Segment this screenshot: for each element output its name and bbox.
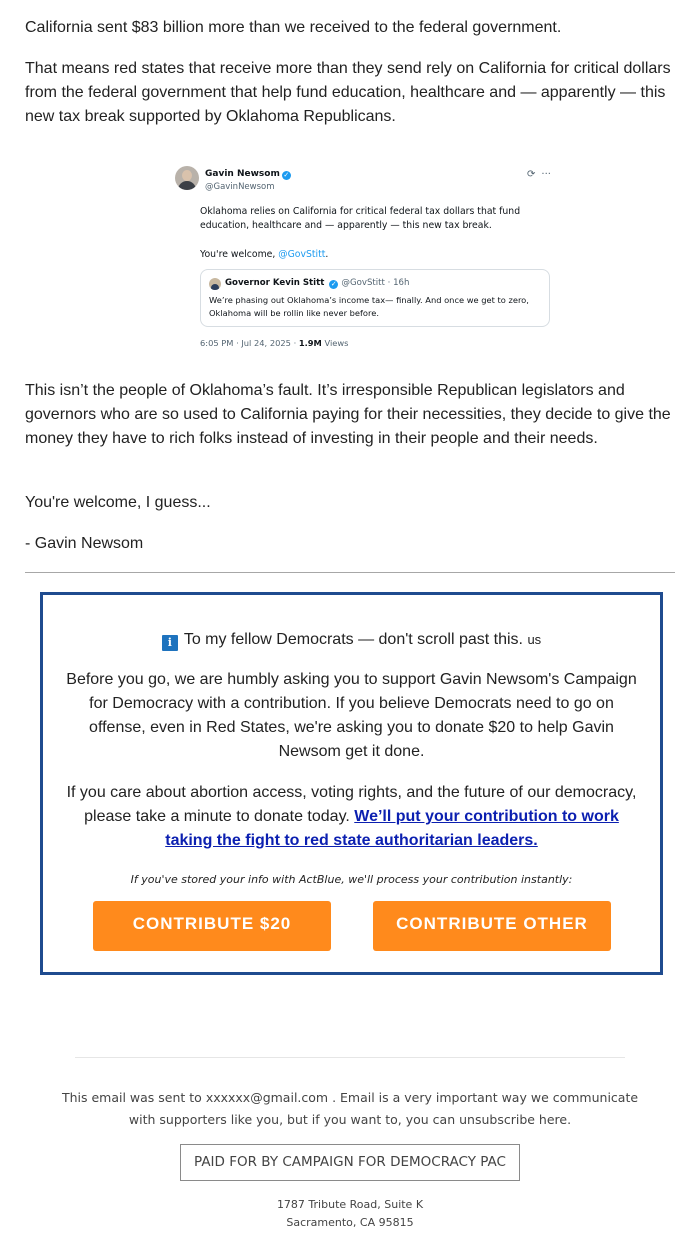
quoted-tweet-avatar <box>209 278 221 290</box>
contribute-20-button[interactable]: CONTRIBUTE $20 <box>93 901 331 951</box>
tweet-meta: 6:05 PM · Jul 24, 2025 · 1.9M Views <box>200 338 349 348</box>
signature: - Gavin Newsom <box>25 535 144 552</box>
verified-badge-icon: ✓ <box>330 280 337 288</box>
tweet-welcome-line: You're welcome, @GovStitt. <box>200 249 329 260</box>
paragraph-red-states: That means red states that receive more than they send rely on California for critical dollars from the federal government that help fund education, healthcare and — apparently — this new tax break supported by Oklahoma Republicans. <box>25 60 671 125</box>
tweet-text: Oklahoma relies on California for critical federal tax dollars that fund education, healthcare and — apparently — this new tax break. <box>200 206 521 231</box>
tweet-author-name: Gavin Newsom ✓ <box>205 169 290 179</box>
donation-appeal-box <box>40 592 663 975</box>
paragraph-not-oklahoma-fault: This isn’t the people of Oklahoma’s fault. It’s irresponsible Republican legislators and governors who are so used to California paying for their necessities, they decide to give the money they have to rich folks instead of investing in their people and their needs. <box>25 382 671 447</box>
actblue-note: If you've stored your info with ActBlue, we'll process your contribution instantly: <box>130 873 573 886</box>
divider <box>25 572 675 573</box>
quoted-tweet <box>200 269 550 327</box>
tweet-avatar <box>175 166 199 190</box>
quoted-tweet-text: We’re phasing out Oklahoma’s income tax— finally. And once we get to zero, Oklahoma will be rollin like never before. <box>209 295 529 318</box>
appeal-paragraph: Before you go, we are humbly asking you to support Gavin Newsom's Campaign for Democracy with a contribution. If you believe Democrats need to go on offense, even in Red States, we're asking you to donate $20 to help Gavin Newsom get it done. <box>66 671 637 760</box>
verified-badge-icon: ✓ <box>283 171 290 179</box>
info-icon: i <box>162 635 178 651</box>
quoted-tweet-author: Governor Kevin Stitt ✓ @GovStitt · 16h <box>225 278 410 288</box>
more-icon: ··· <box>541 169 551 180</box>
paragraph-intro: California sent $83 billion more than we received to the federal government. <box>25 19 562 36</box>
tweet-actions <box>521 169 551 180</box>
tweet-mention-link: @GovStitt <box>278 249 326 260</box>
footer-address: 1787 Tribute Road, Suite K Sacramento, CA 95815 <box>276 1198 424 1229</box>
grok-icon: ⟳ <box>527 169 536 180</box>
appeal-heading: i To my fellow Democrats — don't scroll past this. us <box>43 628 660 652</box>
appeal-paragraph-2: If you care about abortion access, voting rights, and the future of our democracy, please take a minute to donate today. We’ll put your contribution to work taking the fight to red state authoritarian leaders. <box>66 784 637 849</box>
contribution-link[interactable]: We’ll put your contribution to work taking the fight to red state authoritarian leaders. <box>165 808 619 849</box>
embedded-tweet-image <box>170 158 551 358</box>
paid-for-disclaimer: PAID FOR BY CAMPAIGN FOR DEMOCRACY PAC <box>180 1144 520 1181</box>
recipient-email: xxxxxx@gmail.com <box>205 1090 329 1105</box>
paragraph-welcome: You're welcome, I guess... <box>25 494 211 511</box>
contribute-other-button[interactable]: CONTRIBUTE OTHER <box>373 901 611 951</box>
tweet-author-handle: @GavinNewsom <box>205 182 275 192</box>
footer-divider <box>75 1057 625 1058</box>
footer-notice: This email was sent to xxxxxx@gmail.com . Email is a very important way we communicate with supporters like you, but if you want to, you can unsubscribe here. <box>61 1090 639 1127</box>
